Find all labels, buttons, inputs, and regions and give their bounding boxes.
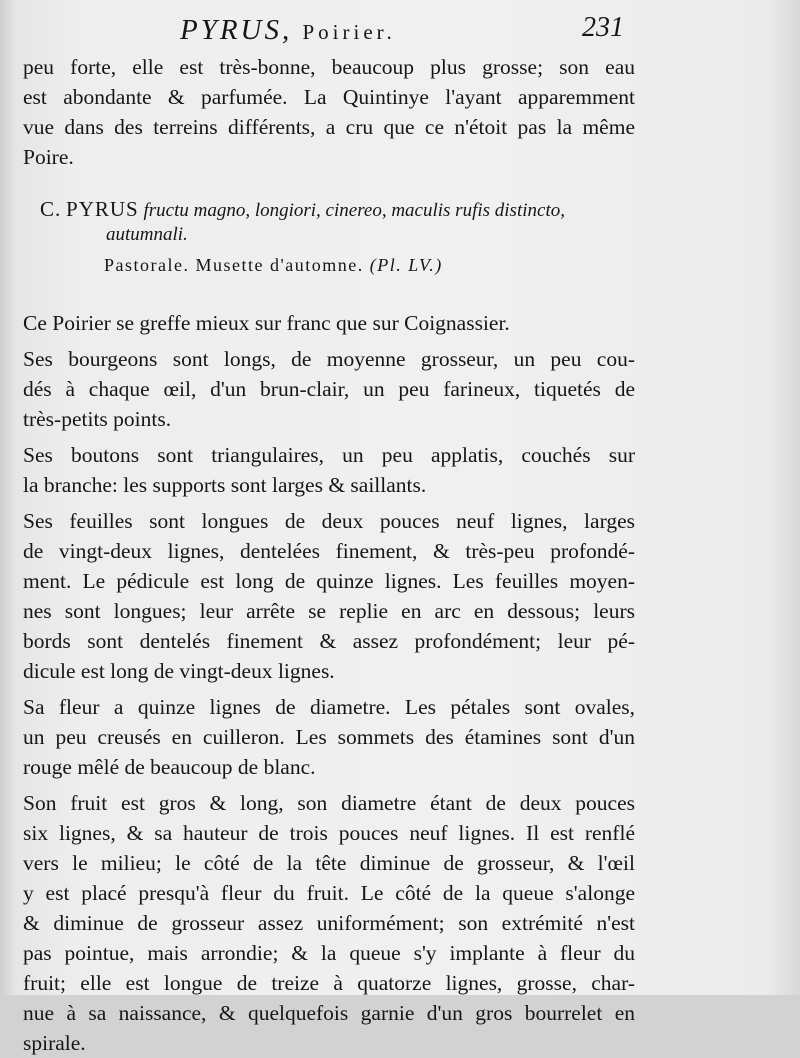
latin-diagnosis-continued: autumnali. bbox=[106, 224, 188, 245]
text-line: un peu creusés en cuilleron. Les sommets des étamines sont d'un bbox=[23, 725, 635, 749]
text-line: la branche: les supports sont larges & saillants. bbox=[23, 473, 427, 497]
text-line: vue dans des terreins différents, a cru que ce n'étoit pas la même bbox=[23, 115, 635, 139]
text-line: six lignes, & sa hauteur de trois pouces neuf lignes. Il est renflé bbox=[23, 821, 635, 845]
text-line: très-petits points. bbox=[23, 407, 172, 431]
text-line: & diminue de grosseur assez uniformément; son extrémité n'est bbox=[23, 911, 635, 935]
plate-reference: (Pl. LV.) bbox=[369, 255, 443, 275]
running-title bbox=[180, 14, 396, 47]
text-line: Poire. bbox=[23, 145, 74, 169]
running-title-genus: PYRUS, bbox=[180, 14, 293, 46]
text-line: nes sont longues; leur arrête se replie en arc en dessous; leurs bbox=[23, 599, 635, 623]
paragraph bbox=[23, 440, 635, 500]
text-line: Ses boutons sont triangulaires, un peu applatis, couchés sur bbox=[23, 443, 635, 467]
text-line: nue à sa naissance, & quelquefois garnie d'un gros bourrelet en bbox=[23, 1001, 635, 1025]
text-line: spirale. bbox=[23, 1031, 86, 1055]
variety-heading bbox=[104, 255, 443, 276]
text-line: ment. Le pédicule est long de quinze lignes. Les feuilles moyen- bbox=[23, 569, 635, 593]
page-number: 231 bbox=[582, 12, 624, 43]
paragraph bbox=[23, 308, 635, 338]
text-line: bords sont dentelés finement & assez profondément; leur pé- bbox=[23, 629, 635, 653]
text-line: de vingt-deux lignes, dentelées finement, & très-peu profondé- bbox=[23, 539, 635, 563]
running-title-common-name: Poirier. bbox=[302, 20, 396, 44]
text-line: Ses feuilles sont longues de deux pouces neuf lignes, larges bbox=[23, 509, 635, 533]
text-line: y est placé presqu'à fleur du fruit. Le côté de la queue s'alonge bbox=[23, 881, 635, 905]
text-line: peu forte, elle est très-bonne, beaucoup plus grosse; son eau bbox=[23, 55, 635, 79]
latin-diagnosis: fructu magno, longiori, cinereo, maculis rufis distincto, bbox=[143, 200, 565, 221]
text-line: vers le milieu; le côté de la tête diminue de grosseur, & l'œil bbox=[23, 851, 635, 875]
text-line: rouge mêlé de beaucoup de blanc. bbox=[23, 755, 316, 779]
text-line: Sa fleur a quinze lignes de diametre. Les pétales sont ovales, bbox=[23, 695, 635, 719]
paragraph bbox=[23, 344, 635, 434]
text-line: dicule est long de vingt-deux lignes. bbox=[23, 659, 335, 683]
opening-paragraph bbox=[23, 52, 635, 172]
page-header bbox=[180, 10, 630, 50]
latin-marker: C. bbox=[40, 197, 62, 221]
text-line: Ce Poirier se greffe mieux sur franc que sur Coignassier. bbox=[23, 311, 510, 335]
text-line: est abondante & parfumée. La Quintinye l'ayant apparemment bbox=[23, 85, 635, 109]
text-line: Son fruit est gros & long, son diametre étant de deux pouces bbox=[23, 791, 635, 815]
text-line: fruit; elle est longue de treize à quatorze lignes, grosse, char- bbox=[23, 971, 635, 995]
paragraph bbox=[23, 788, 635, 1058]
text-line: Ses bourgeons sont longs, de moyenne grosseur, un peu cou- bbox=[23, 347, 635, 371]
text-line: dés à chaque œil, d'un brun-clair, un peu farineux, tiquetés de bbox=[23, 377, 635, 401]
paragraph bbox=[23, 692, 635, 782]
show-through bbox=[640, 118, 645, 140]
latin-genus: PYRUS bbox=[66, 197, 139, 221]
text-line: pas pointue, mais arrondie; & la queue s'y implante à fleur du bbox=[23, 941, 635, 965]
latin-description bbox=[40, 197, 635, 247]
variety-description bbox=[23, 308, 635, 1058]
variety-names: Pastorale. Musette d'automne. bbox=[104, 255, 364, 275]
paragraph bbox=[23, 506, 635, 686]
